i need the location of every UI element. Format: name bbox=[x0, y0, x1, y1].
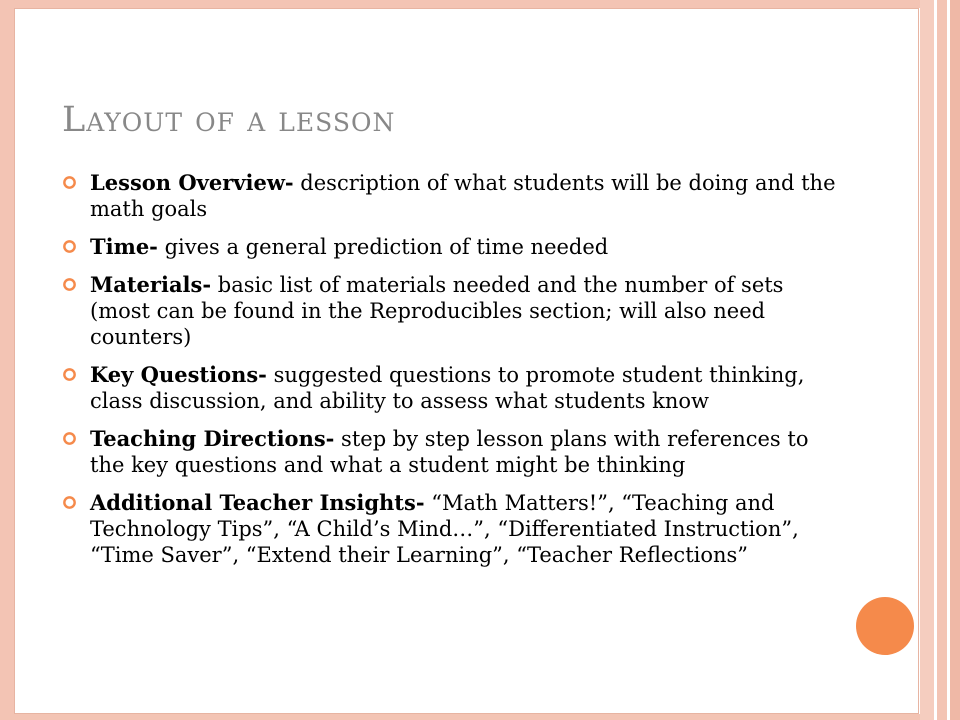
list-item bbox=[62, 426, 842, 478]
stripe bbox=[950, 0, 960, 720]
bullet-text: step by step lesson plans with references to the key questions and what a student might be thinking bbox=[90, 427, 809, 477]
bullet-term: Additional Teacher Insights- bbox=[90, 490, 425, 515]
frame-left bbox=[0, 0, 14, 720]
bullet-text: basic list of materials needed and the number of sets (most can be found in the Reproducibles section; will also need counters) bbox=[90, 273, 784, 349]
right-stripes bbox=[920, 0, 960, 720]
list-item bbox=[62, 490, 842, 568]
bullet-term: Materials- bbox=[90, 272, 212, 297]
list-item bbox=[62, 362, 842, 414]
bullet-term: Time- bbox=[90, 234, 158, 259]
stripe bbox=[937, 0, 947, 720]
bullet-term: Teaching Directions- bbox=[90, 426, 335, 451]
bullet-list bbox=[62, 170, 842, 580]
ring-bullet-icon bbox=[62, 367, 77, 382]
ring-bullet-icon bbox=[62, 495, 77, 510]
ring-bullet-icon bbox=[62, 175, 77, 190]
bullet-text: “Math Matters!”, “Teaching and Technology Tips”, “A Child’s Mind…”, “Differentiated Instruction”, “Time Saver”, “Extend their Learning”, “Teacher Reflections” bbox=[90, 491, 799, 567]
frame-top bbox=[0, 0, 960, 8]
ring-bullet-icon bbox=[62, 277, 77, 292]
ring-bullet-icon bbox=[62, 431, 77, 446]
list-item bbox=[62, 272, 842, 350]
list-item bbox=[62, 170, 842, 222]
frame-bottom bbox=[0, 714, 960, 720]
stripe bbox=[920, 0, 934, 720]
bullet-text: gives a general prediction of time needed bbox=[157, 235, 609, 259]
bullet-term: Lesson Overview- bbox=[90, 170, 294, 195]
slide-title: Layout of a lesson bbox=[62, 100, 396, 140]
bullet-text: suggested questions to promote student thinking, class discussion, and ability to assess what students know bbox=[90, 363, 805, 413]
list-item bbox=[62, 234, 842, 260]
accent-dot bbox=[856, 597, 914, 655]
bullet-term: Key Questions- bbox=[90, 362, 267, 387]
bullet-text: description of what students will be doing and the math goals bbox=[90, 171, 836, 221]
ring-bullet-icon bbox=[62, 239, 77, 254]
